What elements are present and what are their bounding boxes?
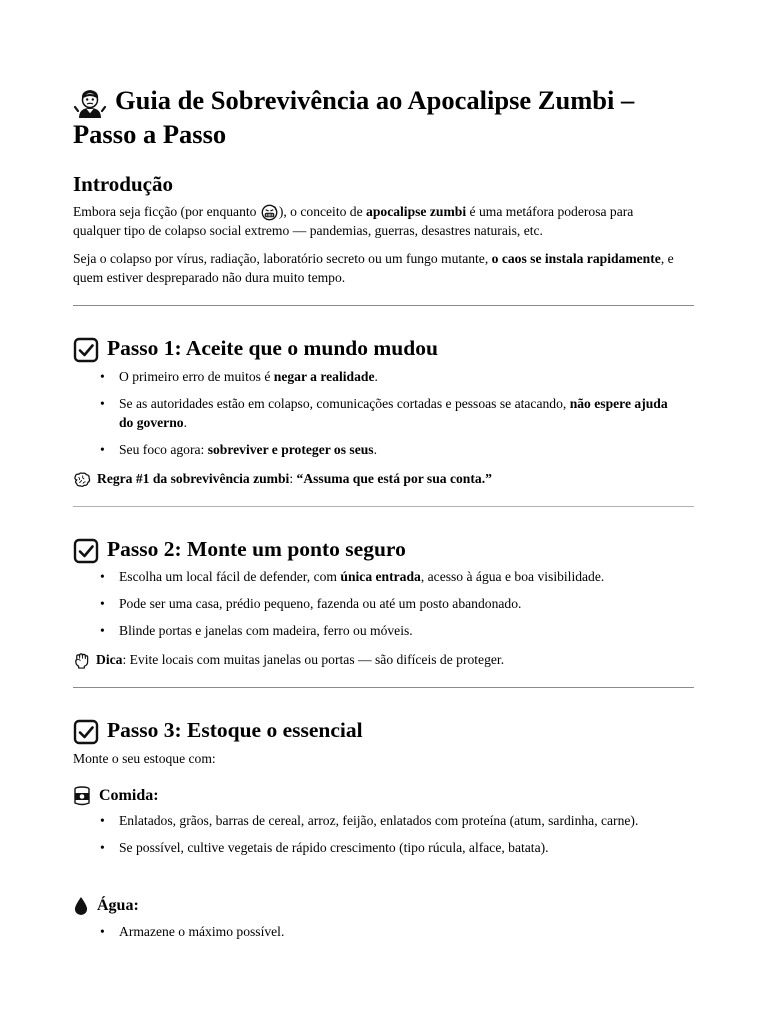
grimacing-emoji-icon: [261, 204, 278, 221]
step-1-list: [100, 367, 670, 467]
water-list: [100, 922, 670, 949]
survival-rule: Regra #1 da sobrevivência zumbi: “Assuma que está por sua conta.”: [73, 469, 683, 488]
title-text: Guia de Sobrevivência ao Apocalipse Zumbi – Passo a Passo: [73, 85, 635, 149]
check-box-icon: [73, 337, 99, 363]
step-3-heading: Passo 3: Estoque o essencial: [73, 717, 363, 745]
check-box-icon: [73, 538, 99, 564]
list-item: • Blinde portas e janelas com madeira, ferro ou móveis.: [100, 621, 670, 640]
zombie-emoji-icon: [73, 87, 107, 119]
section-divider: [73, 687, 694, 688]
check-box-icon: [73, 719, 99, 745]
step-3-lead: Monte o seu estoque com:: [73, 751, 216, 766]
list-item: • Seu foco agora: sobreviver e proteger os seus.: [100, 440, 670, 459]
canned-food-icon: [73, 786, 91, 806]
tip: Dica: Evite locais com muitas janelas ou portas — são difíceis de proteger.: [73, 650, 683, 669]
food-list: [100, 811, 670, 865]
list-item: • Pode ser uma casa, prédio pequeno, fazenda ou até um posto abandonado.: [100, 594, 670, 613]
water-heading: Água:: [73, 896, 139, 916]
list-item: • Se as autoridades estão em colapso, comunicações cortadas e pessoas se atacando, não espere ajuda do governo.: [100, 394, 670, 432]
step-2-list: [100, 567, 670, 648]
intro-paragraph-2: Seja o colapso por vírus, radiação, laboratório secreto ou um fungo mutante, o caos se instala rapidamente, e quem estiver despreparado não dura muito tempo.: [73, 251, 674, 285]
page-title: [73, 85, 693, 150]
intro-heading: Introdução: [73, 172, 173, 196]
list-item: • O primeiro erro de muitos é negar a realidade.: [100, 367, 670, 386]
brain-icon: [73, 472, 91, 488]
step-2-heading: Passo 2: Monte um ponto seguro: [73, 536, 406, 564]
step-1-heading: Passo 1: Aceite que o mundo mudou: [73, 335, 438, 363]
list-item: • Armazene o máximo possível.: [100, 922, 670, 941]
section-divider: [73, 506, 694, 507]
food-heading: Comida:: [73, 786, 159, 806]
intro-paragraph-1: Embora seja ficção (por enquanto ), o conceito de apocalipse zumbi é uma metáfora poderosa para qualquer tipo de colapso social extremo — pandemias, guerras, desastres naturais, etc.: [73, 204, 634, 239]
raised-fist-icon: [73, 652, 90, 669]
list-item: • Enlatados, grãos, barras de cereal, arroz, feijão, enlatados com proteína (atum, sardinha, carne).: [100, 811, 670, 830]
list-item: • Escolha um local fácil de defender, com única entrada, acesso à água e boa visibilidade.: [100, 567, 670, 586]
droplet-icon: [73, 896, 89, 916]
list-item: • Se possível, cultive vegetais de rápido crescimento (tipo rúcula, alface, batata).: [100, 838, 670, 857]
section-divider: [73, 305, 694, 306]
